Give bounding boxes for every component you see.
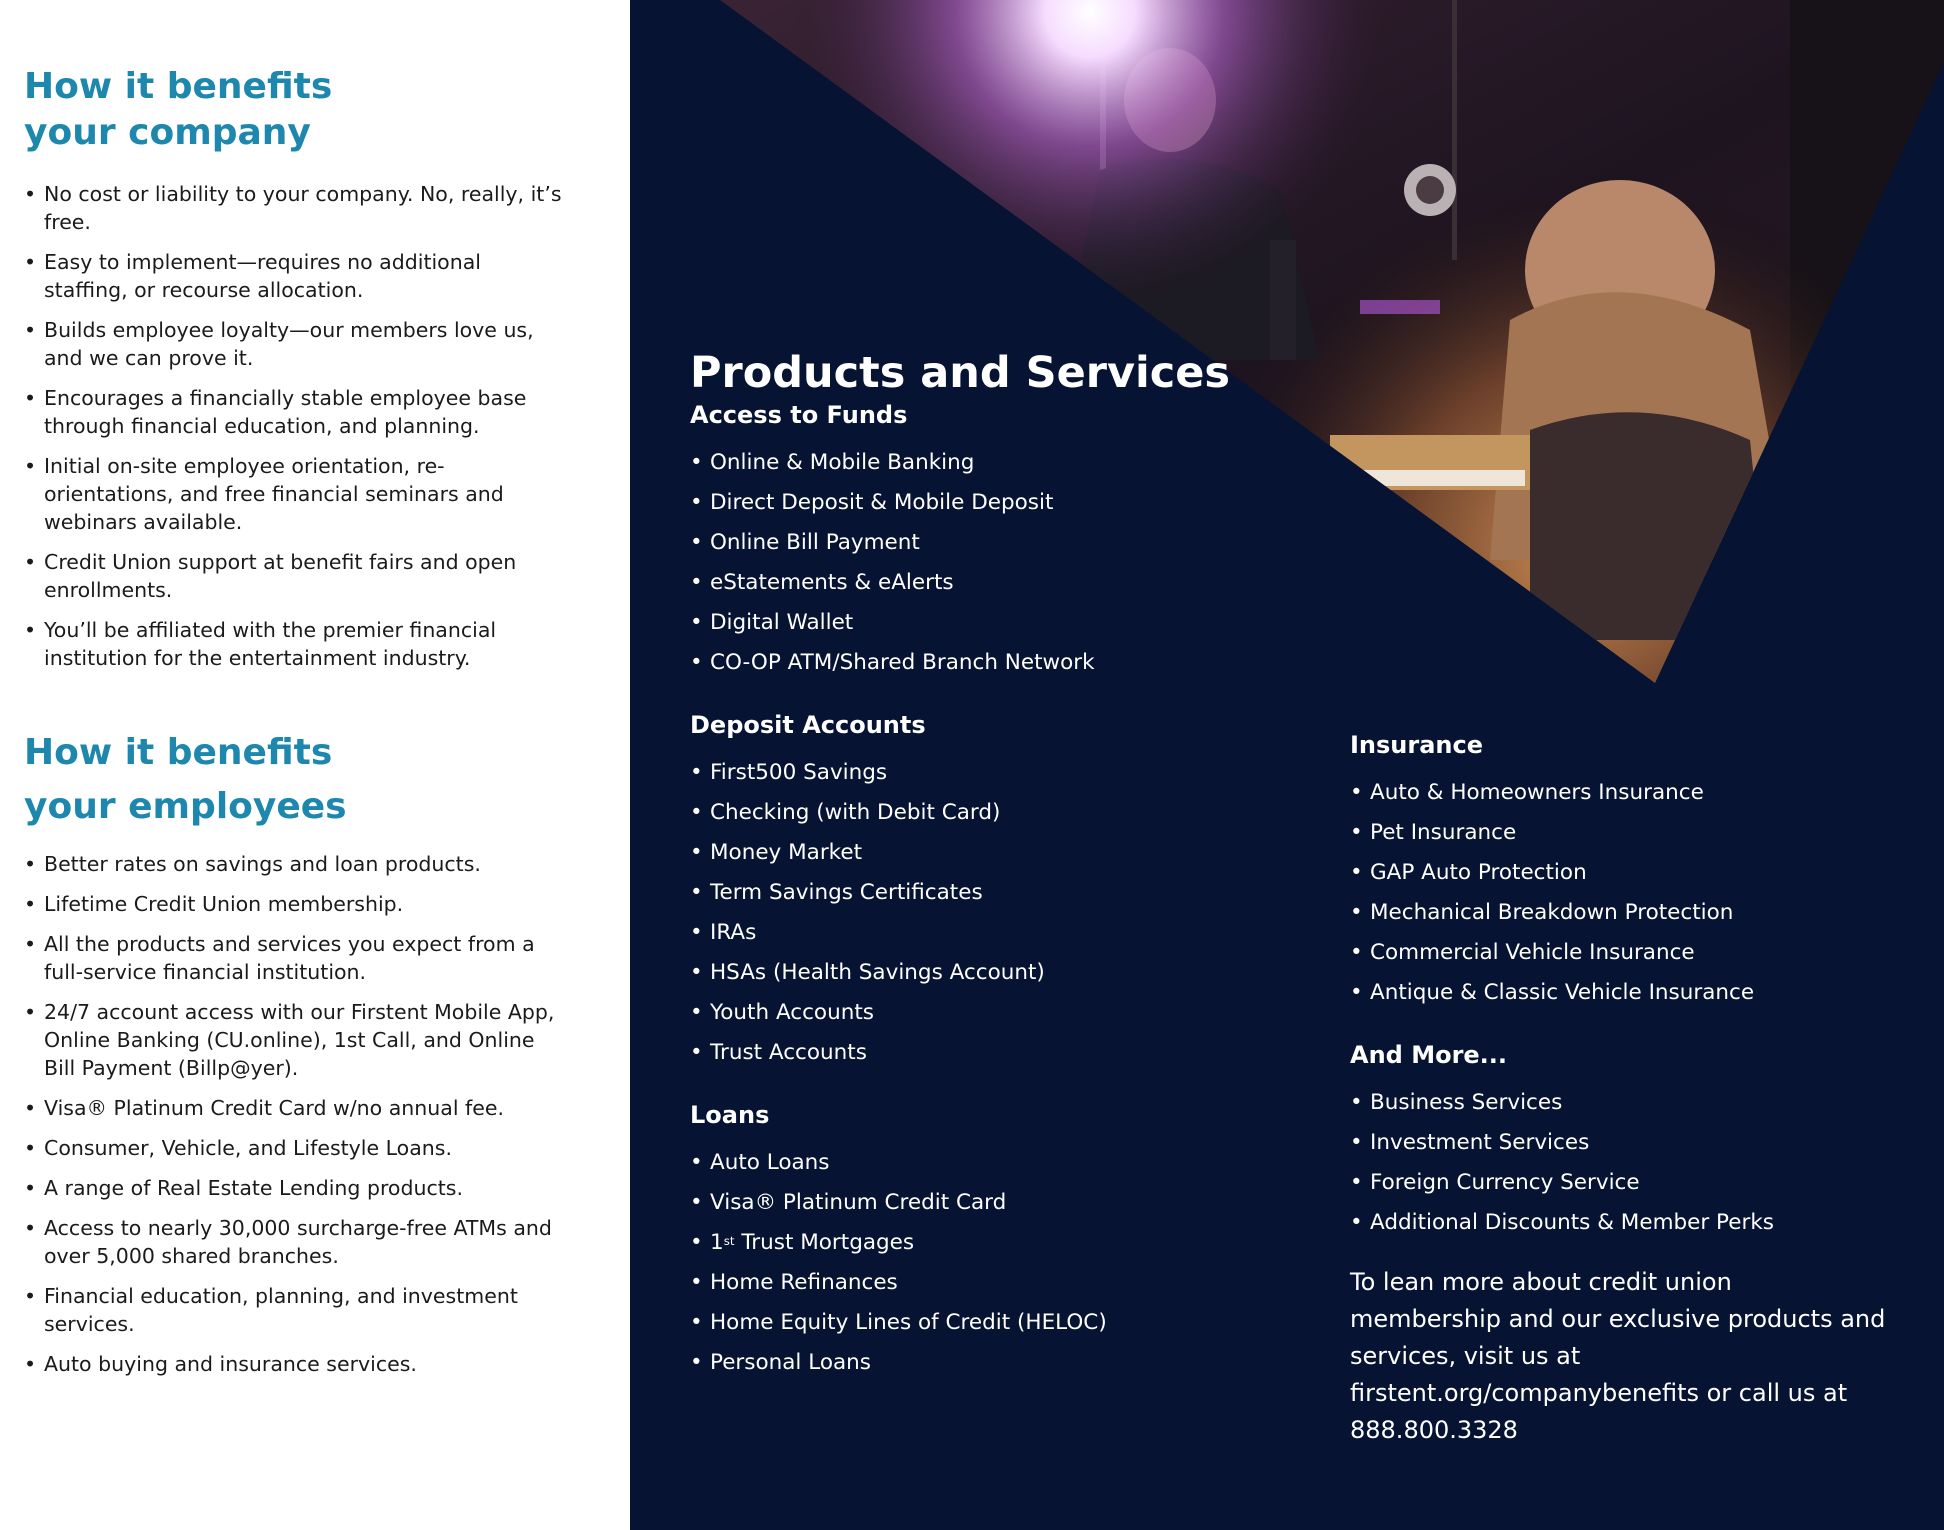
list-item: • Antique & Classic Vehicle Insurance [1350, 978, 1754, 1018]
list-item: • Initial on-site employee orientation, re-orientations, and free financial seminars and webinars available. [24, 452, 564, 536]
contact-info: To lean more about credit union membership and our exclusive products and services, visit us at firstent.org/companybenefits or call us at 888.800.3328 [1350, 1268, 1886, 1444]
list-item: • Direct Deposit & Mobile Deposit [690, 488, 1095, 528]
list-item: • You’ll be affiliated with the premier financial institution for the entertainment industry. [24, 616, 564, 672]
deposit-accounts-list [690, 758, 1045, 1078]
list-item: • Personal Loans [690, 1348, 1107, 1388]
list-item: • Money Market [690, 838, 1045, 878]
list-item: • Home Refinances [690, 1268, 1107, 1308]
list-item: • Better rates on savings and loan products. [24, 850, 564, 878]
list-item: • GAP Auto Protection [1350, 858, 1754, 898]
products-title: Products and Services [690, 348, 1230, 398]
right-panel [630, 0, 1944, 1530]
list-item: • Youth Accounts [690, 998, 1045, 1038]
access-to-funds-list [690, 448, 1095, 688]
employee-benefits-heading: How it benefits your employees [24, 732, 347, 827]
loans-heading: Loans [690, 1101, 770, 1129]
list-item: • Auto Loans [690, 1148, 1107, 1188]
access-to-funds-heading: Access to Funds [690, 401, 908, 429]
list-item: • Investment Services [1350, 1128, 1774, 1168]
superscript-st: st [723, 1234, 735, 1249]
list-item: • First500 Savings [690, 758, 1045, 798]
list-item: • eStatements & eAlerts [690, 568, 1095, 608]
list-item: • Home Equity Lines of Credit (HELOC) [690, 1308, 1107, 1348]
insurance-list [1350, 778, 1754, 1018]
list-item: • Term Savings Certificates [690, 878, 1045, 918]
list-item: • Visa® Platinum Credit Card w/no annual fee. [24, 1094, 564, 1122]
list-item: • All the products and services you expect from a full-service financial institution. [24, 930, 564, 986]
list-item: • IRAs [690, 918, 1045, 958]
list-item: • Visa® Platinum Credit Card [690, 1188, 1107, 1228]
list-item: • Financial education, planning, and investment services. [24, 1282, 564, 1338]
list-item: • HSAs (Health Savings Account) [690, 958, 1045, 998]
list-item: • Pet Insurance [1350, 818, 1754, 858]
list-item: • Digital Wallet [690, 608, 1095, 648]
employee-benefits-list [24, 850, 564, 1390]
list-item: • Builds employee loyalty—our members love us, and we can prove it. [24, 316, 564, 372]
list-item: • Business Services [1350, 1088, 1774, 1128]
list-item: • Lifetime Credit Union membership. [24, 890, 564, 918]
list-item: • Auto & Homeowners Insurance [1350, 778, 1754, 818]
list-item: • Easy to implement—requires no additional staffing, or recourse allocation. [24, 248, 564, 304]
list-item: • Mechanical Breakdown Protection [1350, 898, 1754, 938]
insurance-heading: Insurance [1350, 731, 1484, 759]
list-item: • Encourages a financially stable employee base through financial education, and planning. [24, 384, 564, 440]
and-more-list [1350, 1088, 1774, 1248]
list-item: • A range of Real Estate Lending products. [24, 1174, 564, 1202]
left-panel [0, 0, 630, 1530]
list-item: • 24/7 account access with our Firstent Mobile App, Online Banking (CU.online), 1st Call, and Online Bill Payment (Billp@yer). [24, 998, 564, 1082]
list-item: • Online & Mobile Banking [690, 448, 1095, 488]
list-item: • Additional Discounts & Member Perks [1350, 1208, 1774, 1248]
deposit-accounts-heading: Deposit Accounts [690, 711, 926, 739]
list-item: • Consumer, Vehicle, and Lifestyle Loans. [24, 1134, 564, 1162]
company-benefits-list [24, 180, 564, 684]
list-item: • Checking (with Debit Card) [690, 798, 1045, 838]
loans-list [690, 1148, 1107, 1388]
list-item: • CO-OP ATM/Shared Branch Network [690, 648, 1095, 688]
list-item: • No cost or liability to your company. No, really, it’s free. [24, 180, 564, 236]
list-item: • Online Bill Payment [690, 528, 1095, 568]
company-benefits-heading: How it benefits your company [24, 66, 333, 153]
list-item: • Access to nearly 30,000 surcharge-free ATMs and over 5,000 shared branches. [24, 1214, 564, 1270]
list-item: • Trust Accounts [690, 1038, 1045, 1078]
list-item: • Commercial Vehicle Insurance [1350, 938, 1754, 978]
list-item: • Auto buying and insurance services. [24, 1350, 564, 1378]
list-item: • Foreign Currency Service [1350, 1168, 1774, 1208]
list-item: • 1st Trust Mortgages [690, 1228, 1107, 1268]
list-item: • Credit Union support at benefit fairs and open enrollments. [24, 548, 564, 604]
and-more-heading: And More... [1350, 1041, 1508, 1069]
